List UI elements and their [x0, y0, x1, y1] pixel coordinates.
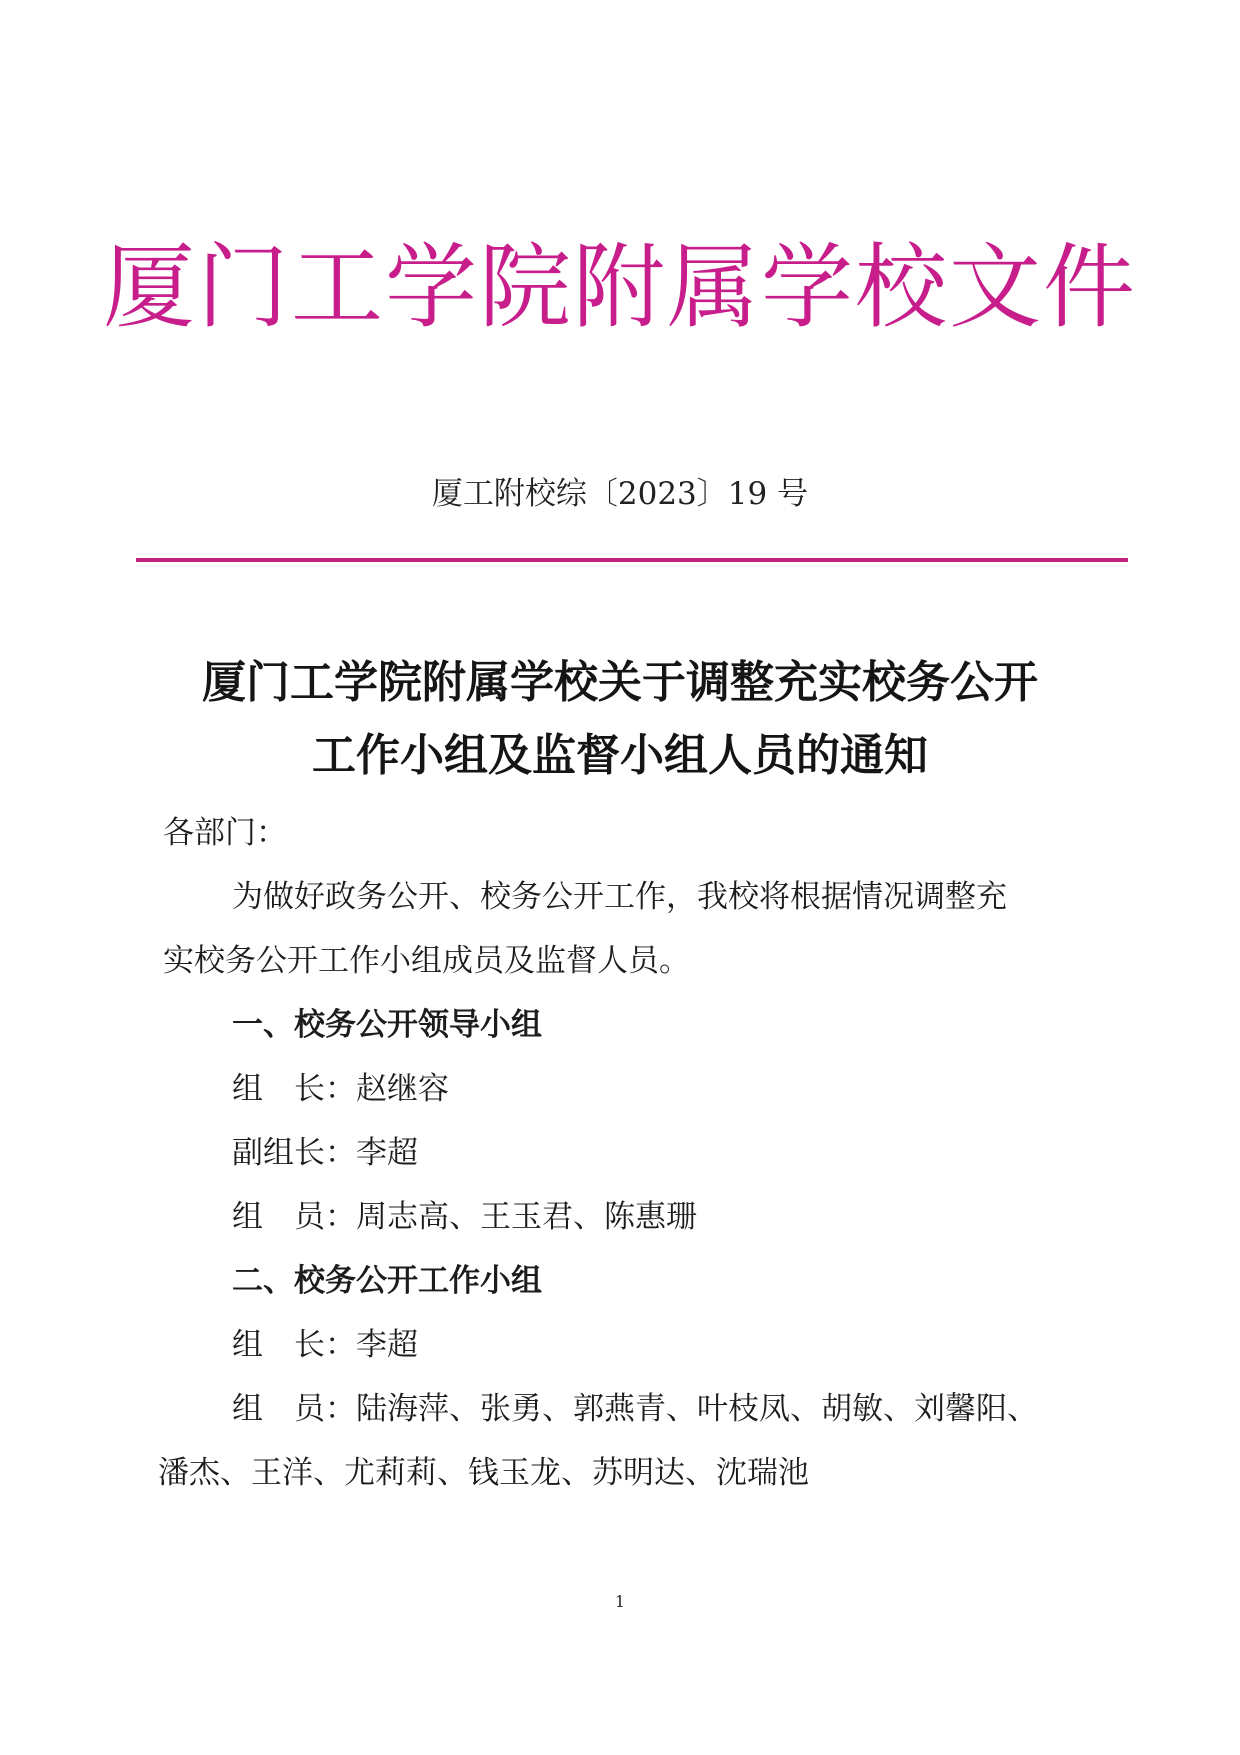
section-1-leader: 组 长：赵继容 [232, 1071, 449, 1107]
issuer-header-title: 厦门工学院附属学校文件 [102, 234, 1137, 341]
section-2-leader: 组 长：李超 [232, 1327, 418, 1363]
section-2-members-line-2: 潘杰、王洋、尤莉莉、钱玉龙、苏明达、沈瑞池 [158, 1455, 809, 1491]
intro-paragraph-line-1: 为做好政务公开、校务公开工作，我校将根据情况调整充 [232, 879, 1007, 915]
intro-paragraph-line-2: 实校务公开工作小组成员及监督人员。 [163, 943, 690, 979]
document-number: 厦工附校综〔2023〕19 号 [431, 476, 809, 512]
page-number: 1 [614, 1592, 626, 1611]
section-1-heading: 一、校务公开领导小组 [232, 1007, 542, 1043]
notice-title-line-2: 工作小组及监督小组人员的通知 [312, 730, 928, 781]
section-2-members-line-1: 组 员：陆海萍、张勇、郭燕青、叶枝凤、胡敏、刘馨阳、 [232, 1391, 1038, 1427]
header-divider-rule [136, 558, 1128, 562]
section-2-heading: 二、校务公开工作小组 [232, 1263, 542, 1299]
section-1-members: 组 员：周志高、王玉君、陈惠珊 [232, 1199, 697, 1235]
notice-title-line-1: 厦门工学院附属学校关于调整充实校务公开 [202, 657, 1038, 708]
section-1-deputy: 副组长：李超 [232, 1135, 418, 1171]
salutation: 各部门： [163, 815, 287, 851]
